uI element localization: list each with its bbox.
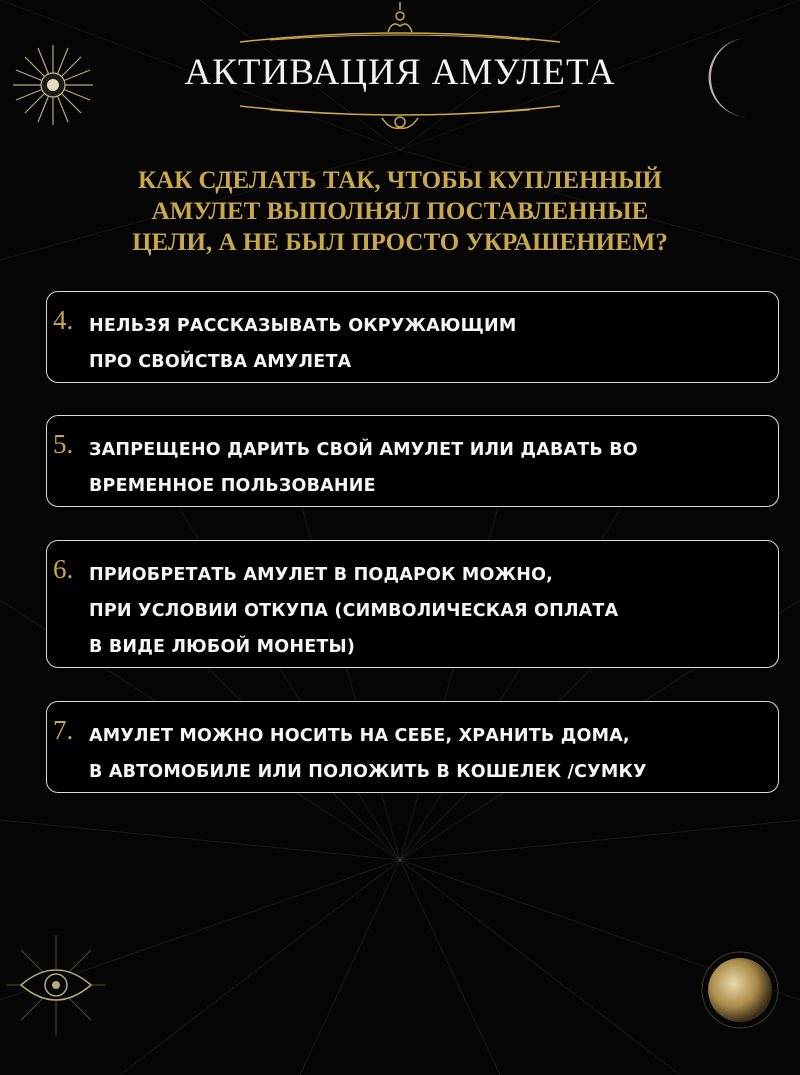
- rule-card-4: [46, 291, 779, 383]
- rule-text-line: ЗАПРЕЩЕНО ДАРИТЬ СВОЙ АМУЛЕТ ИЛИ ДАВАТЬ ВО: [89, 440, 638, 460]
- subtitle-line: КАК СДЕЛАТЬ ТАК, ЧТОБЫ КУПЛЕННЫЙ: [137, 167, 663, 194]
- subtitle-question: [40, 165, 760, 258]
- rule-number: 7.: [53, 715, 74, 745]
- rule-text-line: В ВИДЕ ЛЮБОЙ МОНЕТЫ): [89, 637, 356, 657]
- rule-text-line: ПРИОБРЕТАТЬ АМУЛЕТ В ПОДАРОК МОЖНО,: [89, 565, 553, 585]
- ornament-icon: [230, 2, 570, 48]
- rule-text: [89, 432, 758, 504]
- rule-text-line: НЕЛЬЗЯ РАССКАЗЫВАТЬ ОКРУЖАЮЩИМ: [89, 316, 517, 336]
- rule-text-line: ПРИ УСЛОВИИ ОТКУПА (СИМВОЛИЧЕСКАЯ ОПЛАТА: [89, 601, 619, 621]
- sun-icon: [8, 40, 98, 130]
- subtitle-line: АМУЛЕТ ВЫПОЛНЯЛ ПОСТАВЛЕННЫЕ: [151, 198, 649, 225]
- rule-text-line: АМУЛЕТ МОЖНО НОСИТЬ НА СЕБЕ, ХРАНИТЬ ДОМА,: [89, 726, 630, 746]
- rule-text: [89, 557, 758, 665]
- rule-number: 5.: [53, 429, 74, 459]
- rule-text-line: ПРО СВОЙСТВА АМУЛЕТА: [89, 352, 352, 372]
- subtitle-line: ЦЕЛИ, А НЕ БЫЛ ПРОСТО УКРАШЕНИЕМ?: [132, 229, 668, 256]
- rule-text-line: ВРЕМЕННОЕ ПОЛЬЗОВАНИЕ: [89, 476, 376, 496]
- rule-card-6: [46, 540, 779, 668]
- ornament-icon: [230, 100, 570, 140]
- moon-icon: [690, 940, 790, 1040]
- rule-card-7: [46, 701, 779, 793]
- crescent-moon-icon: [700, 30, 770, 125]
- page-title: АКТИВАЦИЯ АМУЛЕТА: [184, 52, 616, 93]
- rule-text: [89, 308, 758, 380]
- rule-number: 6.: [53, 554, 74, 584]
- rule-card-5: [46, 415, 779, 507]
- eye-icon: [6, 935, 106, 1035]
- rule-text: [89, 718, 758, 790]
- rule-number: 4.: [53, 305, 74, 335]
- rule-text-line: В АВТОМОБИЛЕ ИЛИ ПОЛОЖИТЬ В КОШЕЛЕК /СУМКУ: [89, 762, 647, 782]
